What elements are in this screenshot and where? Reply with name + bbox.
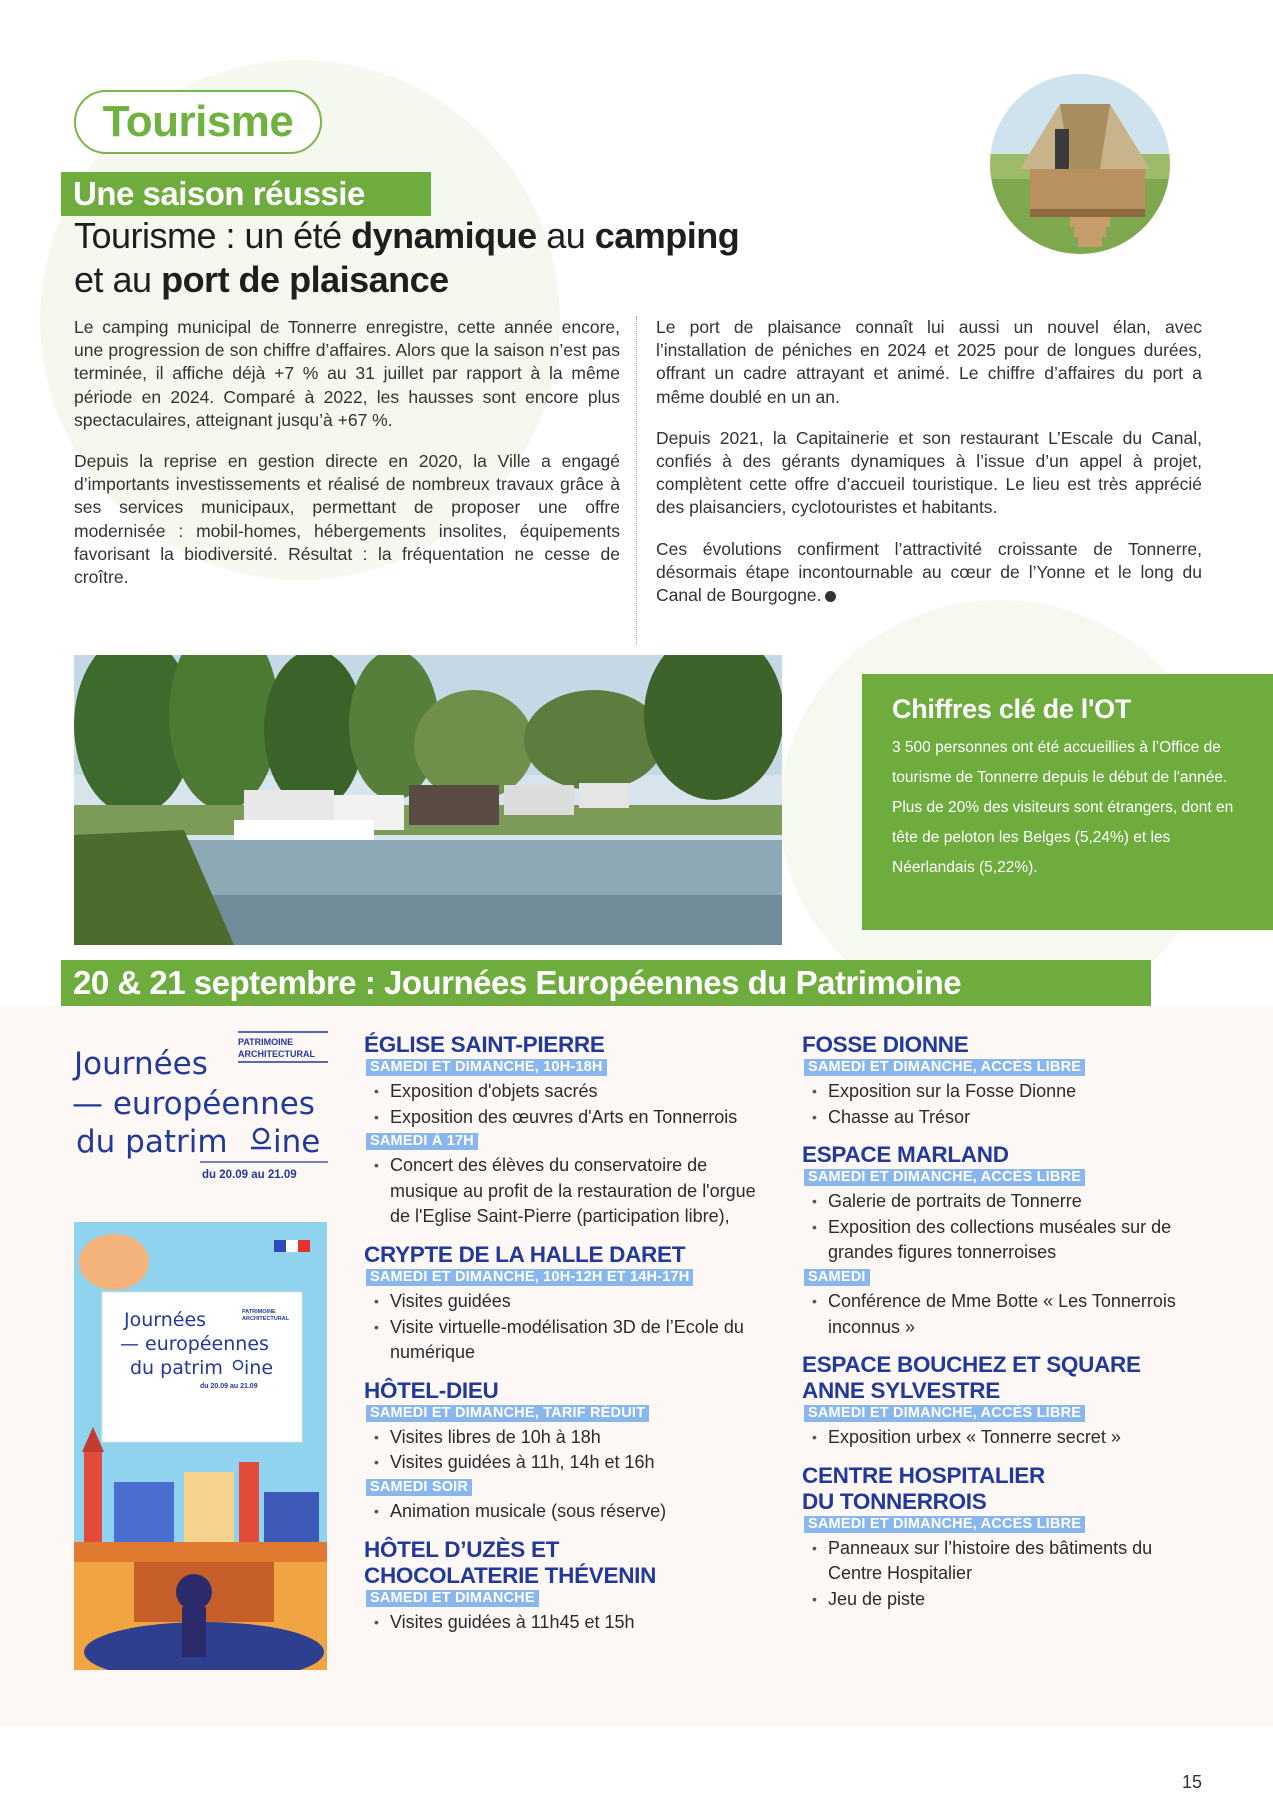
venue-block: [364, 1537, 764, 1636]
venue-block: [364, 1378, 764, 1525]
schedule-tag: SAMEDI ET DIMANCHE, ACCÈS LIBRE: [804, 1059, 1085, 1076]
venue-title: CENTRE HOSPITALIER: [802, 1462, 1045, 1488]
venue-title: CRYPTE DE LA HALLE DARET: [364, 1241, 686, 1267]
program-column-right: [802, 1032, 1202, 1625]
poster-line: — européennes: [120, 1333, 269, 1355]
article-column-left: [74, 316, 620, 607]
section-title: Tourisme: [102, 97, 294, 146]
heritage-days-band: [61, 960, 1151, 1006]
activity-list: [802, 1189, 1202, 1266]
headline-bold: port de plaisance: [161, 259, 449, 300]
activity-list: [802, 1079, 1202, 1130]
article-paragraph: Depuis la reprise en gestion directe en 2020, la Ville a engagé d’importants investissements et réalisé de nombreux travaux grâce à ses services municipaux, permettant de proposer une offre modernisée : mobil-homes, hébergements insolites, équipements favorisant la biodiversité. Résultat : la fréquentation ne cesse de croître.: [74, 451, 620, 588]
heritage-days-title: 20 & 21 septembre : Journées Européennes du Patrimoine: [73, 964, 962, 1001]
headline-bold: dynamique: [351, 215, 537, 256]
venue-block: [802, 1032, 1202, 1130]
activity-item: • Exposition urbex « Tonnerre secret »: [802, 1425, 1202, 1451]
activity-list: [364, 1499, 764, 1525]
schedule-tag: SAMEDI SOIR: [366, 1479, 472, 1496]
activity-list: [802, 1425, 1202, 1451]
activity-item: • Visites guidées à 11h, 14h et 16h: [364, 1450, 764, 1476]
key-figures-text: 3 500 personnes ont été accueillies à l’Office de tourisme de Tonnerre depuis le début de l'année.: [892, 739, 1228, 786]
article-column-right: [656, 316, 1202, 625]
headline: [74, 214, 854, 302]
venue-block: [802, 1352, 1202, 1451]
activity-item: • Visites libres de 10h à 18h: [364, 1425, 764, 1451]
port-photo: [74, 655, 782, 945]
poster-dates: du 20.09 au 21.09: [200, 1383, 258, 1390]
activity-item: • Concert des élèves du conservatoire de musique au profit de la restauration de l'orgue de l'Eglise Saint-Pierre (participation libre),: [364, 1153, 764, 1230]
tent-photo: [990, 74, 1170, 254]
activity-item: • Animation musicale (sous réserve): [364, 1499, 764, 1525]
activity-list: [802, 1289, 1202, 1340]
venue-block: [802, 1463, 1202, 1613]
tent-photo-illustration: [990, 74, 1170, 254]
activity-item: • Jeu de piste: [802, 1587, 1202, 1613]
venue-title: HÔTEL D’UZÈS ET: [364, 1536, 560, 1562]
venue-title: ESPACE BOUCHEZ ET SQUARE: [802, 1352, 1141, 1378]
poster-line: ine: [244, 1357, 274, 1379]
venue-block: [364, 1242, 764, 1366]
venue-title: FOSSE DIONNE: [802, 1032, 969, 1057]
article-paragraph: Le camping municipal de Tonnerre enregistre, cette année encore, une progression de son chiffre d’affaires. Alors que la saison n’est pas terminée, il affiche déjà +7 % au 31 juillet par rapport à la même période en 2024. Comparé à 2022, les hausses sont encore plus spectaculaires, atteignant jusqu’à +67 %.: [74, 317, 620, 430]
program-column-middle: [364, 1032, 764, 1647]
article-paragraph: [656, 538, 1202, 608]
activity-item: • Conférence de Mme Botte « Les Tonnerrois inconnus »: [802, 1289, 1202, 1340]
schedule-tag: SAMEDI ET DIMANCHE, 10H-18H: [366, 1059, 607, 1076]
section-title-pill: [74, 90, 322, 154]
article-paragraph: Le port de plaisance connaît lui aussi un nouvel élan, avec l’installation de péniches en 2024 et 2025 pour de longues durées, offrant un cadre attrayant et animé. Le chiffre d’affaires du port a même doublé en un an.: [656, 317, 1202, 407]
article-paragraph: Depuis 2021, la Capitainerie et son restaurant L’Escale du Canal, confiés à des gérants dynamiques à l’issue d’un appel à projet, complètent cette offre d’accueil touristique. Le lieu est très apprécié des plaisanciers, cyclotouristes et habitants.: [656, 427, 1202, 518]
headline-part: au: [536, 215, 595, 256]
venue-title: ESPACE MARLAND: [802, 1142, 1009, 1168]
schedule-tag: SAMEDI ET DIMANCHE, ACCÈS LIBRE: [804, 1405, 1085, 1422]
venue-title: ÉGLISE SAINT-PIERRE: [364, 1032, 605, 1057]
poster-kicker: ARCHITECTURAL: [242, 1316, 290, 1322]
schedule-tag: SAMEDI À 17H: [366, 1133, 478, 1150]
article-paragraph-text: Ces évolutions confirment l’attractivité croissante de Tonnerre, désormais étape incontournable au cœur de l’Yonne et le long du Canal de Bourgogne.: [656, 538, 1202, 606]
poster-illustration: [74, 1222, 327, 1670]
key-figures-title: Chiffres clé de l'OT: [892, 694, 1131, 724]
schedule-tag: SAMEDI ET DIMANCHE, 10H-12H ET 14H-17H: [366, 1269, 693, 1286]
activity-list: [364, 1289, 764, 1366]
activity-list: [364, 1079, 764, 1130]
activity-item: • Panneaux sur l’histoire des bâtiments du Centre Hospitalier: [802, 1536, 1202, 1587]
key-figures-box: [862, 674, 1273, 930]
poster-line: Journées: [124, 1309, 207, 1331]
poster-kicker: PATRIMOINE: [242, 1309, 276, 1315]
venue-title: CHOCOLATERIE THÉVENIN: [364, 1562, 657, 1588]
activity-item: • Exposition d'objets sacrés: [364, 1079, 764, 1105]
activity-item: • Visites guidées: [364, 1289, 764, 1315]
venue-title: HÔTEL-DIEU: [364, 1377, 499, 1403]
subtitle: Une saison réussie: [73, 175, 365, 212]
logo-line: du patrim: [76, 1124, 228, 1160]
heritage-days-poster: [74, 1222, 327, 1670]
venue-title: DU TONNERROIS: [802, 1488, 987, 1514]
activity-item: • Visites guidées à 11h45 et 15h: [364, 1610, 764, 1636]
schedule-tag: SAMEDI ET DIMANCHE, ACCÈS LIBRE: [804, 1516, 1085, 1533]
activity-list: [364, 1425, 764, 1476]
logo-kicker: PATRIMOINE: [238, 1037, 294, 1047]
schedule-tag: SAMEDI ET DIMANCHE, TARIF RÉDUIT: [366, 1405, 649, 1422]
logo-kicker: ARCHITECTURAL: [238, 1049, 315, 1059]
schedule-tag: SAMEDI ET DIMANCHE: [366, 1590, 539, 1607]
page-number: 15: [1182, 1772, 1203, 1792]
schedule-tag: SAMEDI: [804, 1269, 870, 1286]
activity-list: [364, 1153, 764, 1230]
column-divider: [636, 316, 637, 644]
activity-item: • Galerie de portraits de Tonnerre: [802, 1189, 1202, 1215]
port-photo-illustration: [74, 655, 782, 945]
activity-item: • Visite virtuelle-modélisation 3D de l’Ecole du numérique: [364, 1315, 764, 1366]
activity-list: [364, 1610, 764, 1636]
heritage-days-logo: [70, 1030, 330, 1190]
subtitle-band: [61, 172, 431, 216]
logo-line: ine: [273, 1124, 321, 1160]
logo-dates: du 20.09 au 21.09: [202, 1169, 297, 1181]
headline-bold: camping: [594, 215, 740, 256]
poster-line: du patrim: [130, 1357, 223, 1379]
venue-block: [364, 1032, 764, 1230]
end-bullet-icon: [825, 591, 836, 602]
venue-block: [802, 1142, 1202, 1340]
venue-title: ANNE SYLVESTRE: [802, 1378, 1000, 1404]
logo-line: Journées: [74, 1046, 208, 1082]
logo-line: — européennes: [72, 1086, 315, 1122]
activity-item: • Exposition sur la Fosse Dionne: [802, 1079, 1202, 1105]
activity-item: • Chasse au Trésor: [802, 1105, 1202, 1131]
key-figures-text: Plus de 20% des visiteurs sont étrangers, dont en tête de peloton les Belges (5,24%) et les Néerlandais (5,22%).: [892, 799, 1234, 876]
heritage-days-logo-art: [70, 1030, 330, 1190]
activity-item: • Exposition des œuvres d'Arts en Tonnerrois: [364, 1105, 764, 1131]
schedule-tag: SAMEDI ET DIMANCHE, ACCÈS LIBRE: [804, 1169, 1085, 1186]
activity-list: [802, 1536, 1202, 1613]
headline-part: Tourisme : un été: [74, 215, 352, 256]
activity-item: • Exposition des collections muséales sur de grandes figures tonnerroises: [802, 1215, 1202, 1266]
headline-part: et au: [74, 259, 162, 300]
